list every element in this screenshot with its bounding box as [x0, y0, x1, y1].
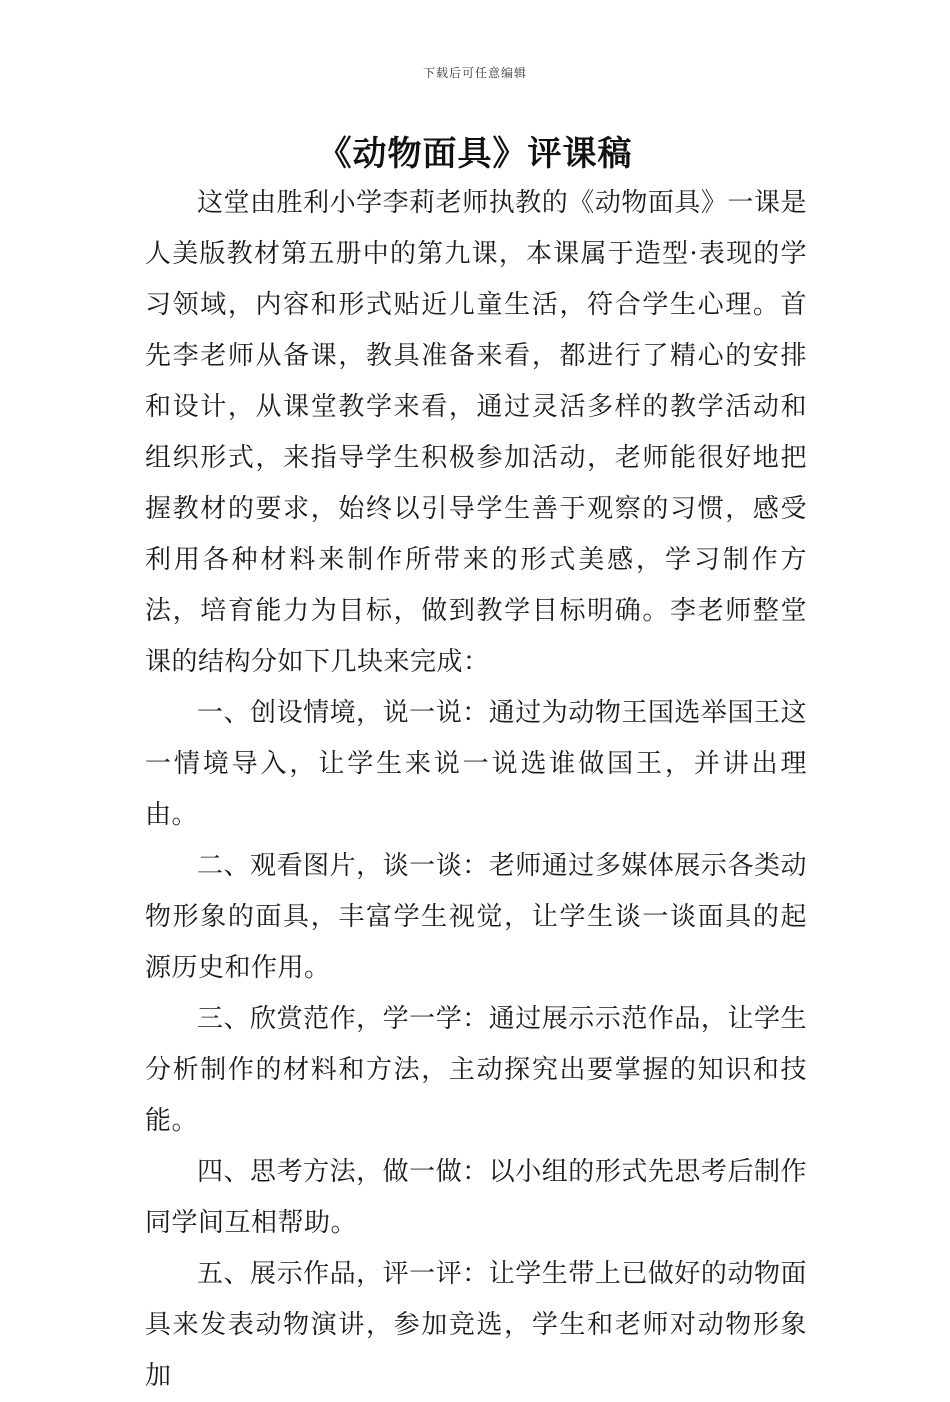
document-body: [145, 178, 807, 1402]
paragraph-intro: 这堂由胜利小学李莉老师执教的《动物面具》一课是人美版教材第五册中的第九课，本课属于造型·表现的学习领域，内容和形式贴近儿童生活，符合学生心理。首先李老师从备课，教具准备来看，都进行了精心的安排和设计，从课堂教学来看，通过灵活多样的教学活动和组织形式，来指导学生积极参加活动，老师能很好地把握教材的要求，始终以引导学生善于观察的习惯，感受利用各种材料来制作所带来的形式美感，学习制作方法，培育能力为目标，做到教学目标明确。李老师整堂课的结构分如下几块来完成：: [145, 188, 807, 677]
paragraph-step-4: 四、思考方法，做一做：以小组的形式先思考后制作同学间互相帮助。: [145, 1157, 807, 1238]
paragraph-step-3: 三、欣赏范作，学一学：通过展示示范作品，让学生分析制作的材料和方法，主动探究出要掌握的知识和技能。: [145, 1004, 807, 1136]
paragraph-step-2: 二、观看图片，谈一谈：老师通过多媒体展示各类动物形象的面具，丰富学生视觉，让学生谈一谈面具的起源历史和作用。: [145, 851, 807, 983]
paragraph-step-1: 一、创设情境，说一说：通过为动物王国选举国王这一情境导入，让学生来说一说选谁做国王，并讲出理由。: [145, 698, 807, 830]
header-note: 下载后可任意编辑: [422, 66, 527, 80]
document-title: 《动物面具》评课稿: [317, 134, 633, 174]
paragraph-step-5: 五、展示作品，评一评：让学生带上已做好的动物面具来发表动物演讲，参加竞选，学生和老师对动物形象加: [145, 1259, 807, 1391]
